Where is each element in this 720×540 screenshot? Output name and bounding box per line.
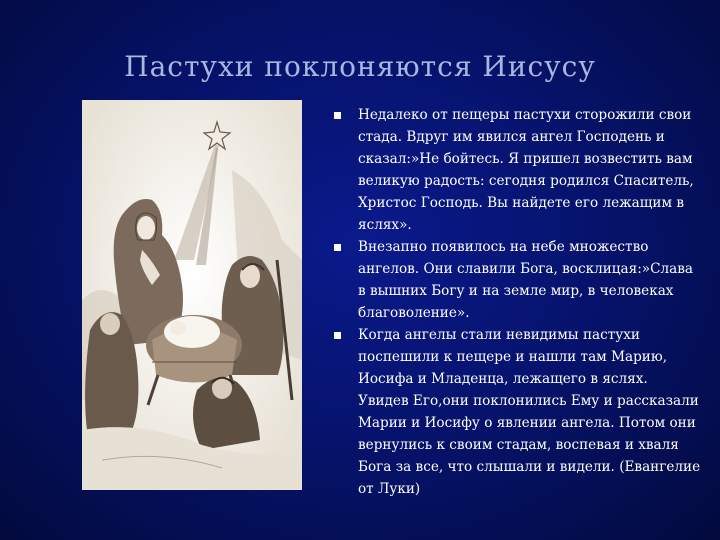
square-bullet-icon	[334, 112, 341, 119]
bullet-list	[330, 104, 702, 500]
bullet-text: Недалеко от пещеры пастухи сторожили свои стада. Вдруг им явился ангел Господень и сказал:»Не бойтесь. Я пришел возвестить вам великую радость: сегодня родился Спаситель, Христос Господь. Вы найдете его лежащим в яслях».	[358, 107, 694, 233]
nativity-illustration	[82, 100, 302, 490]
bullet-text: Когда ангелы стали невидимы пастухи поспешили к пещере и нашли там Марию, Иосифа и Младенца, лежащего в яслях. Увидев Его,они поклонились Ему и рассказали Марии и Иосифу о явлении ангела. Потом они вернулись к своим стадам, воспевая и хваля Бога за все, что слышали и видели. (Евангелие от Луки)	[358, 327, 701, 497]
square-bullet-icon	[334, 244, 341, 251]
list-item	[330, 104, 702, 236]
list-item	[330, 324, 702, 500]
list-item	[330, 236, 702, 324]
slide-title: Пастухи поклоняются Иисусу	[124, 50, 596, 83]
square-bullet-icon	[334, 332, 341, 339]
bullet-text: Внезапно появилось на небе множество ангелов. Они славили Бога, восклицая:»Слава в вышних Богу и на земле мир, в человеках благоволение».	[358, 239, 694, 321]
